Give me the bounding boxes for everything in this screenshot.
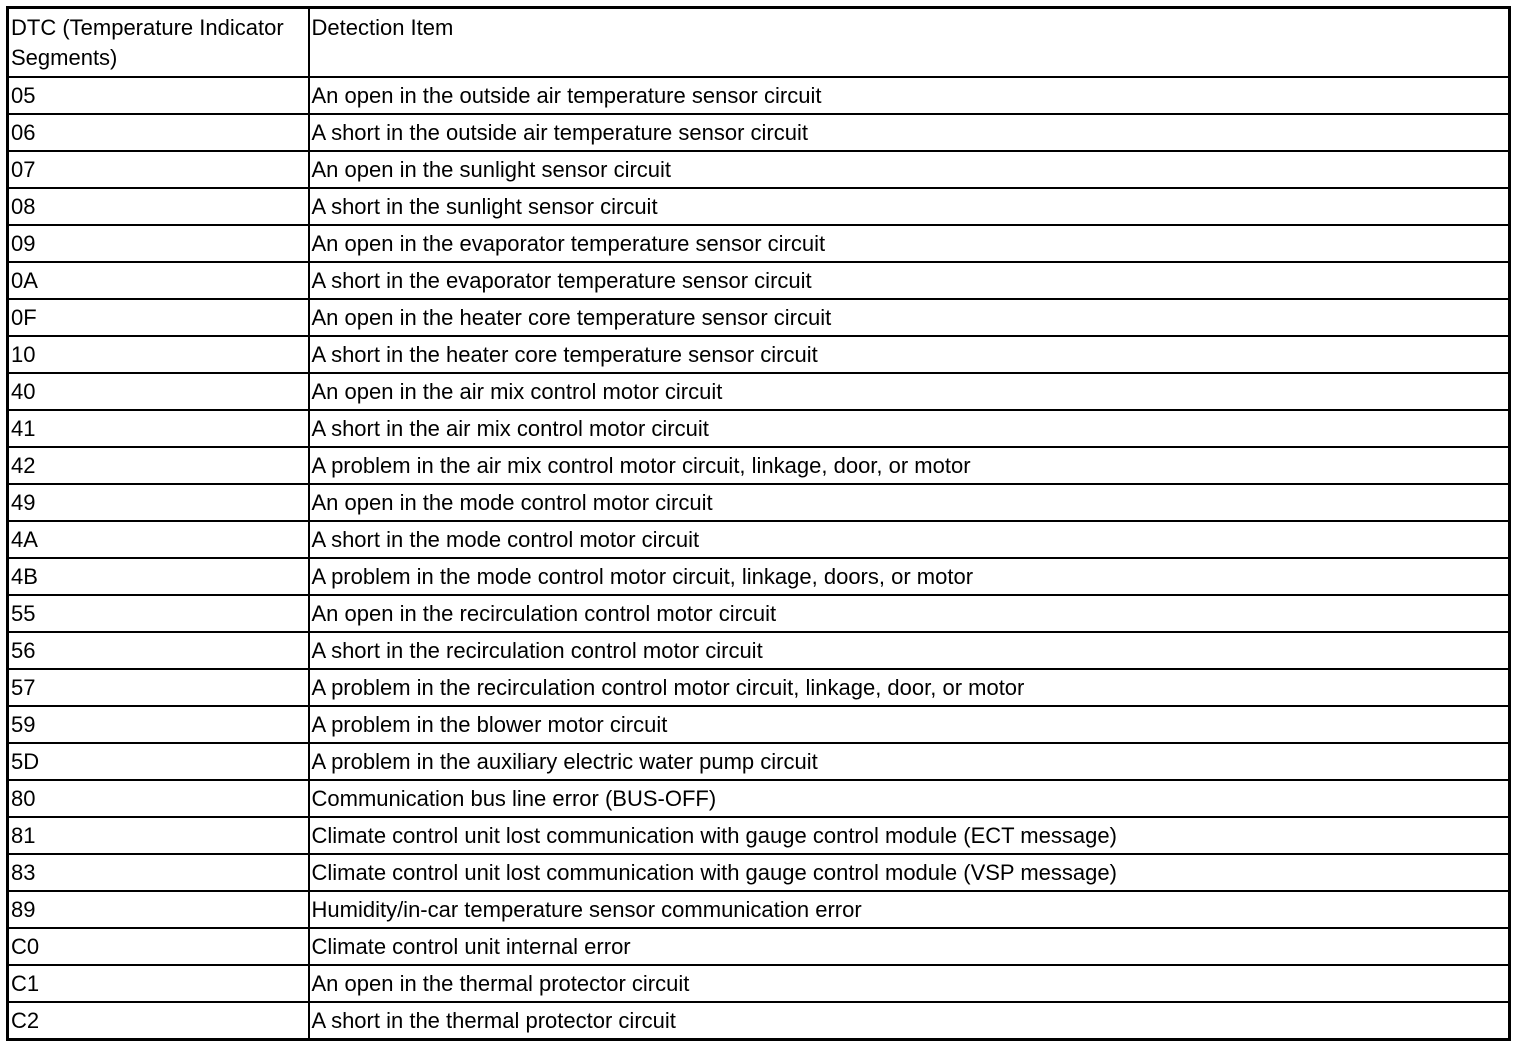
table-row	[8, 743, 1510, 780]
table-row	[8, 77, 1510, 114]
header-detection-item: Detection Item	[309, 8, 1510, 78]
dtc-code-cell: 0A	[8, 262, 309, 299]
table-row	[8, 336, 1510, 373]
detection-item-cell: A short in the outside air temperature sensor circuit	[309, 114, 1510, 151]
dtc-code-cell: 06	[8, 114, 309, 151]
detection-item-cell: A short in the mode control motor circuit	[309, 521, 1510, 558]
detection-item-cell: An open in the heater core temperature sensor circuit	[309, 299, 1510, 336]
dtc-code-cell: 49	[8, 484, 309, 521]
detection-item-cell: An open in the sunlight sensor circuit	[309, 151, 1510, 188]
table-row	[8, 928, 1510, 965]
header-row	[8, 8, 1510, 78]
table-row	[8, 225, 1510, 262]
table-row	[8, 595, 1510, 632]
detection-item-cell: A short in the evaporator temperature sensor circuit	[309, 262, 1510, 299]
dtc-code-cell: 40	[8, 373, 309, 410]
detection-item-cell: A short in the air mix control motor circuit	[309, 410, 1510, 447]
detection-item-cell: A short in the recirculation control motor circuit	[309, 632, 1510, 669]
dtc-code-cell: 10	[8, 336, 309, 373]
table-row	[8, 706, 1510, 743]
detection-item-cell: An open in the thermal protector circuit	[309, 965, 1510, 1002]
dtc-code-cell: C2	[8, 1002, 309, 1040]
dtc-code-cell: 57	[8, 669, 309, 706]
dtc-code-cell: 89	[8, 891, 309, 928]
detection-item-cell: A problem in the mode control motor circuit, linkage, doors, or motor	[309, 558, 1510, 595]
detection-item-cell: An open in the recirculation control motor circuit	[309, 595, 1510, 632]
dtc-code-cell: 81	[8, 817, 309, 854]
table-body	[8, 77, 1510, 1040]
detection-item-cell: Climate control unit lost communication with gauge control module (ECT message)	[309, 817, 1510, 854]
table-row	[8, 114, 1510, 151]
dtc-code-cell: 09	[8, 225, 309, 262]
dtc-code-cell: 83	[8, 854, 309, 891]
dtc-code-cell: 4A	[8, 521, 309, 558]
table-row	[8, 484, 1510, 521]
table-header	[8, 8, 1510, 78]
detection-item-cell: Climate control unit lost communication with gauge control module (VSP message)	[309, 854, 1510, 891]
dtc-code-cell: 5D	[8, 743, 309, 780]
detection-item-cell: A problem in the air mix control motor circuit, linkage, door, or motor	[309, 447, 1510, 484]
table-row	[8, 1002, 1510, 1040]
dtc-code-cell: 0F	[8, 299, 309, 336]
dtc-code-cell: 59	[8, 706, 309, 743]
table-row	[8, 262, 1510, 299]
header-dtc: DTC (Temperature Indicator Segments)	[8, 8, 309, 78]
detection-item-cell: A problem in the recirculation control motor circuit, linkage, door, or motor	[309, 669, 1510, 706]
dtc-code-cell: 08	[8, 188, 309, 225]
dtc-code-cell: C0	[8, 928, 309, 965]
table-row	[8, 188, 1510, 225]
detection-item-cell: An open in the outside air temperature sensor circuit	[309, 77, 1510, 114]
dtc-code-cell: 07	[8, 151, 309, 188]
table-row	[8, 447, 1510, 484]
table-row	[8, 891, 1510, 928]
detection-item-cell: A short in the heater core temperature sensor circuit	[309, 336, 1510, 373]
detection-item-cell: An open in the air mix control motor circuit	[309, 373, 1510, 410]
detection-item-cell: A problem in the blower motor circuit	[309, 706, 1510, 743]
table-row	[8, 854, 1510, 891]
table-row	[8, 521, 1510, 558]
dtc-code-cell: 42	[8, 447, 309, 484]
detection-item-cell: Climate control unit internal error	[309, 928, 1510, 965]
table-row	[8, 632, 1510, 669]
dtc-table	[6, 6, 1511, 1041]
table-row	[8, 151, 1510, 188]
dtc-code-cell: 55	[8, 595, 309, 632]
detection-item-cell: Communication bus line error (BUS-OFF)	[309, 780, 1510, 817]
dtc-code-cell: 41	[8, 410, 309, 447]
table-row	[8, 410, 1510, 447]
detection-item-cell: A short in the thermal protector circuit	[309, 1002, 1510, 1040]
table-row	[8, 373, 1510, 410]
detection-item-cell: An open in the mode control motor circuit	[309, 484, 1510, 521]
dtc-code-cell: 05	[8, 77, 309, 114]
table-row	[8, 817, 1510, 854]
dtc-code-cell: 56	[8, 632, 309, 669]
table-row	[8, 965, 1510, 1002]
detection-item-cell: A problem in the auxiliary electric water pump circuit	[309, 743, 1510, 780]
table-row	[8, 780, 1510, 817]
dtc-code-cell: 4B	[8, 558, 309, 595]
table-row	[8, 669, 1510, 706]
dtc-code-cell: C1	[8, 965, 309, 1002]
detection-item-cell: Humidity/in-car temperature sensor communication error	[309, 891, 1510, 928]
dtc-code-cell: 80	[8, 780, 309, 817]
table-row	[8, 558, 1510, 595]
table-row	[8, 299, 1510, 336]
detection-item-cell: An open in the evaporator temperature sensor circuit	[309, 225, 1510, 262]
detection-item-cell: A short in the sunlight sensor circuit	[309, 188, 1510, 225]
